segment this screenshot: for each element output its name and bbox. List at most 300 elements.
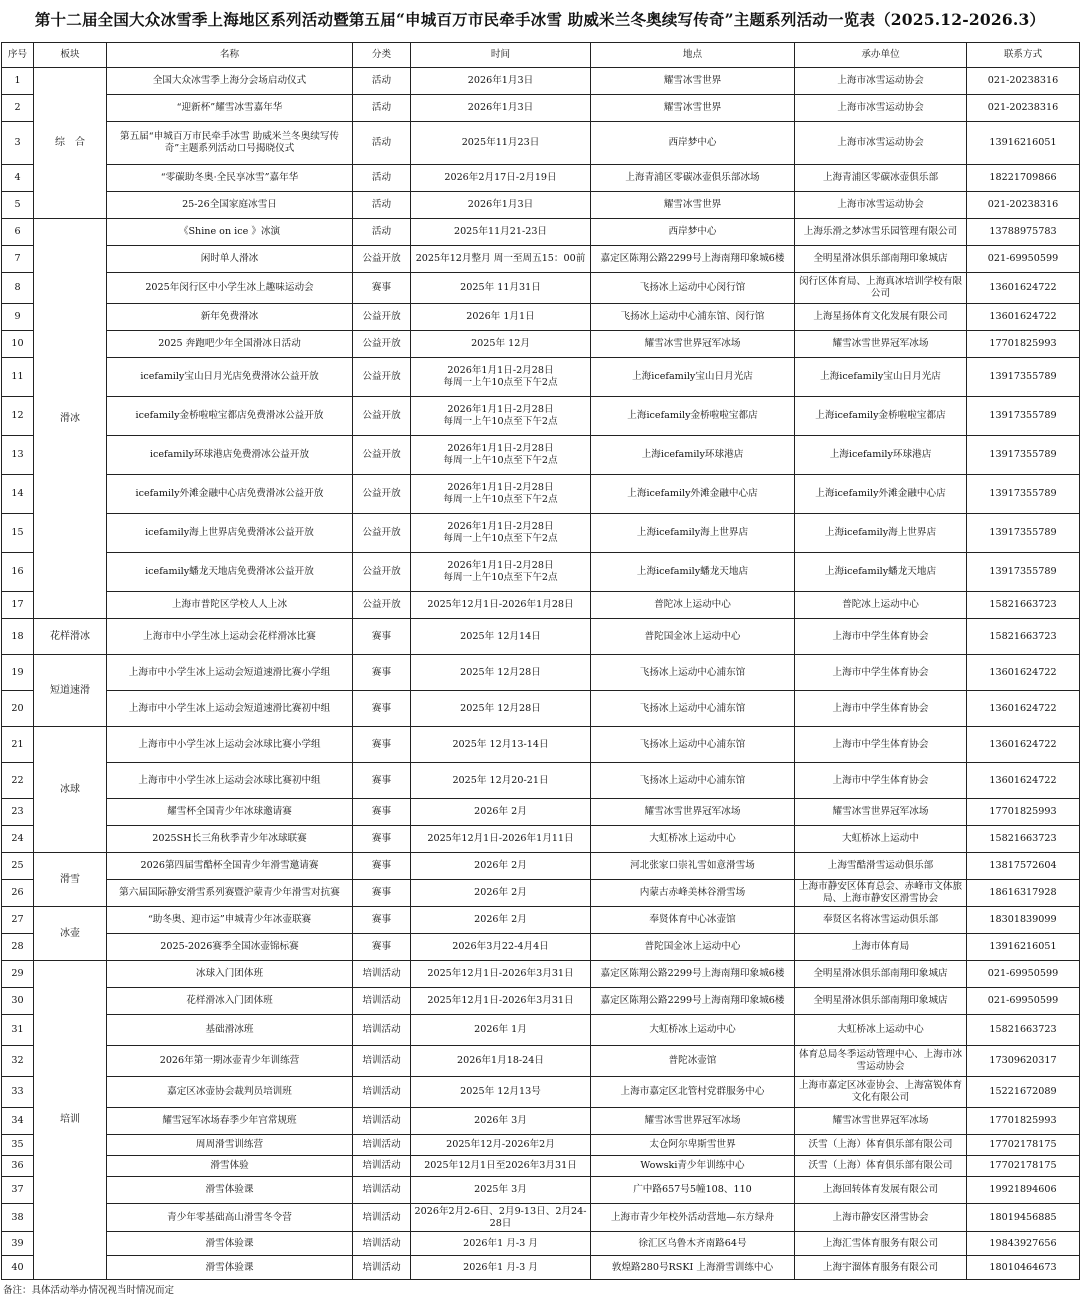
contact-cell: 13917355789 (967, 436, 1080, 475)
time-cell: 2026年1月1日-2月28日 每周一上午10点至下午2点 (411, 475, 591, 514)
location-cell: 上海市青少年校外活动营地—东方绿舟 (591, 1204, 795, 1232)
organizer-cell: 上海市嘉定区冰壶协会、上海富锐体育文化有限公司 (795, 1077, 967, 1108)
category-cell: 赛事 (353, 727, 411, 763)
organizer-cell: 上海icefamily宝山日月光店 (795, 358, 967, 397)
contact-cell: 13917355789 (967, 397, 1080, 436)
time-cell: 2025年12月1日-2026年1月11日 (411, 826, 591, 853)
time-cell: 2026年 2月 (411, 880, 591, 907)
location-cell: 飞扬冰上运动中心浦东馆、闵行馆 (591, 304, 795, 331)
contact-cell: 15221672089 (967, 1077, 1080, 1108)
organizer-cell: 闵行区体育局、上海真冰培训学校有限公司 (795, 273, 967, 304)
name-cell: icefamily金桥啦啦宝都店免费滑冰公益开放 (107, 397, 353, 436)
table-row (2, 475, 1080, 514)
category-cell: 赛事 (353, 691, 411, 727)
category-cell: 活动 (353, 122, 411, 165)
organizer-cell: 上海icefamily蟠龙天地店 (795, 553, 967, 592)
section-cell: 滑冰 (34, 219, 107, 619)
table-row (2, 1046, 1080, 1077)
time-cell: 2026年 2月 (411, 907, 591, 934)
row-number-cell: 6 (2, 219, 34, 246)
contact-cell: 15821663723 (967, 619, 1080, 655)
table-row (2, 122, 1080, 165)
header-cell: 序号 (2, 43, 34, 68)
time-cell: 2025年 12月13-14日 (411, 727, 591, 763)
name-cell: “零碳助冬奥·全民享冰雪”嘉年华 (107, 165, 353, 192)
row-number-cell: 14 (2, 475, 34, 514)
organizer-cell: 上海雪酷滑雪运动俱乐部 (795, 853, 967, 880)
category-cell: 活动 (353, 165, 411, 192)
section-cell: 培训 (34, 961, 107, 1280)
organizer-cell: 上海市静安区体育总会、赤峰市文体旅局、上海市静安区滑雪协会 (795, 880, 967, 907)
organizer-cell: 上海市中学生体育协会 (795, 655, 967, 691)
table-row (2, 246, 1080, 273)
row-number-cell: 10 (2, 331, 34, 358)
row-number-cell: 34 (2, 1108, 34, 1135)
organizer-cell: 上海乐滑之梦冰雪乐园管理有限公司 (795, 219, 967, 246)
contact-cell: 13601624722 (967, 304, 1080, 331)
name-cell: 滑雪体验 (107, 1156, 353, 1177)
table-row (2, 988, 1080, 1015)
row-number-cell: 4 (2, 165, 34, 192)
organizer-cell: 大虹桥冰上运动中 (795, 826, 967, 853)
organizer-cell: 上海回转体育发展有限公司 (795, 1177, 967, 1204)
organizer-cell: 上海星扬体育文化发展有限公司 (795, 304, 967, 331)
organizer-cell: 普陀冰上运动中心 (795, 592, 967, 619)
organizer-cell: 上海市体育局 (795, 934, 967, 961)
contact-cell: 13601624722 (967, 727, 1080, 763)
table-row (2, 619, 1080, 655)
table-row (2, 853, 1080, 880)
table-row (2, 1232, 1080, 1256)
time-cell: 2026年 2月 (411, 853, 591, 880)
organizer-cell: 上海市冰雪运动协会 (795, 68, 967, 95)
location-cell: 上海icefamily海上世界店 (591, 514, 795, 553)
time-cell: 2026年1月3日 (411, 68, 591, 95)
contact-cell: 13601624722 (967, 655, 1080, 691)
header-cell: 分类 (353, 43, 411, 68)
time-cell: 2026年1月1日-2月28日 每周一上午10点至下午2点 (411, 358, 591, 397)
name-cell: 嘉定区冰壶协会裁判员培训班 (107, 1077, 353, 1108)
organizer-cell: 上海市冰雪运动协会 (795, 192, 967, 219)
row-number-cell: 40 (2, 1256, 34, 1280)
category-cell: 公益开放 (353, 436, 411, 475)
time-cell: 2025年12月1日-2026年3月31日 (411, 961, 591, 988)
category-cell: 赛事 (353, 934, 411, 961)
location-cell: 飞扬冰上运动中心浦东馆 (591, 655, 795, 691)
category-cell: 赛事 (353, 655, 411, 691)
category-cell: 赛事 (353, 763, 411, 799)
category-cell: 培训活动 (353, 1156, 411, 1177)
contact-cell: 021-20238316 (967, 95, 1080, 122)
table-row (2, 763, 1080, 799)
row-number-cell: 36 (2, 1156, 34, 1177)
time-cell: 2026年 1月1日 (411, 304, 591, 331)
document-title: 第十二届全国大众冰雪季上海地区系列活动暨第五届“申城百万市民牵手冰雪 助威米兰冬奥续写传奇”主题系列活动一览表（2025.12-2026.3） (34, 10, 1046, 29)
contact-cell: 19921894606 (967, 1177, 1080, 1204)
location-cell: 飞扬冰上运动中心闵行馆 (591, 273, 795, 304)
name-cell: 基础滑冰班 (107, 1015, 353, 1046)
organizer-cell: 上海icefamily环球港店 (795, 436, 967, 475)
contact-cell: 13917355789 (967, 475, 1080, 514)
contact-cell: 18301839099 (967, 907, 1080, 934)
category-cell: 培训活动 (353, 1177, 411, 1204)
time-cell: 2026年 2月 (411, 799, 591, 826)
location-cell: 上海icefamily金桥啦啦宝都店 (591, 397, 795, 436)
contact-cell: 19843927656 (967, 1232, 1080, 1256)
table-row (2, 934, 1080, 961)
time-cell: 2025年12月整月 周一至周五15：00前 (411, 246, 591, 273)
name-cell: “助冬奥、迎市运”申城青少年冰壶联赛 (107, 907, 353, 934)
location-cell: 飞扬冰上运动中心浦东馆 (591, 763, 795, 799)
section-cell: 滑雪 (34, 853, 107, 907)
organizer-cell: 上海市中学生体育协会 (795, 619, 967, 655)
contact-cell: 18019456885 (967, 1204, 1080, 1232)
location-cell: 嘉定区陈翔公路2299号上海南翔印象城6楼 (591, 961, 795, 988)
category-cell: 公益开放 (353, 553, 411, 592)
time-cell: 2026年1月3日 (411, 192, 591, 219)
location-cell: 普陀国金冰上运动中心 (591, 934, 795, 961)
location-cell: 西岸梦中心 (591, 219, 795, 246)
category-cell: 赛事 (353, 799, 411, 826)
contact-cell: 13917355789 (967, 514, 1080, 553)
category-cell: 公益开放 (353, 397, 411, 436)
row-number-cell: 13 (2, 436, 34, 475)
time-cell: 2026年1 月-3 月 (411, 1232, 591, 1256)
table-row (2, 304, 1080, 331)
contact-cell: 13601624722 (967, 691, 1080, 727)
contact-cell: 13601624722 (967, 273, 1080, 304)
organizer-cell: 大虹桥冰上运动中心 (795, 1015, 967, 1046)
name-cell: 2025-2026赛季全国冰壶锦标赛 (107, 934, 353, 961)
contact-cell: 13916216051 (967, 934, 1080, 961)
location-cell: Wowski青少年训练中心 (591, 1156, 795, 1177)
contact-cell: 17702178175 (967, 1156, 1080, 1177)
location-cell: 上海青浦区零碳冰壶俱乐部冰场 (591, 165, 795, 192)
footnote: 备注：具体活动举办情况视当时情况而定 (3, 1285, 175, 1296)
name-cell: 耀雪杯全国青少年冰球邀请赛 (107, 799, 353, 826)
name-cell: 滑雪体验课 (107, 1177, 353, 1204)
category-cell: 活动 (353, 95, 411, 122)
organizer-cell: 上海汇雪体育服务有限公司 (795, 1232, 967, 1256)
name-cell: 全国大众冰雪季上海分会场启动仪式 (107, 68, 353, 95)
table-row (2, 273, 1080, 304)
row-number-cell: 26 (2, 880, 34, 907)
category-cell: 培训活动 (353, 1077, 411, 1108)
row-number-cell: 1 (2, 68, 34, 95)
table-row (2, 1177, 1080, 1204)
organizer-cell: 上海市中学生体育协会 (795, 691, 967, 727)
organizer-cell: 上海市中学生体育协会 (795, 763, 967, 799)
contact-cell: 13601624722 (967, 763, 1080, 799)
row-number-cell: 11 (2, 358, 34, 397)
time-cell: 2026年1月18-24日 (411, 1046, 591, 1077)
category-cell: 赛事 (353, 273, 411, 304)
organizer-cell: 上海青浦区零碳冰壶俱乐部 (795, 165, 967, 192)
name-cell: icefamily外滩金融中心店免费滑冰公益开放 (107, 475, 353, 514)
time-cell: 2025年12月1日-2026年3月31日 (411, 988, 591, 1015)
table-row (2, 1077, 1080, 1108)
name-cell: 2026第四届雪酷杯全国青少年滑雪邀请赛 (107, 853, 353, 880)
table-row (2, 1204, 1080, 1232)
name-cell: 《Shine on ice 》冰演 (107, 219, 353, 246)
category-cell: 公益开放 (353, 246, 411, 273)
row-number-cell: 39 (2, 1232, 34, 1256)
location-cell: 大虹桥冰上运动中心 (591, 1015, 795, 1046)
location-cell: 耀雪冰雪世界冠军冰场 (591, 1108, 795, 1135)
row-number-cell: 37 (2, 1177, 34, 1204)
table-row (2, 192, 1080, 219)
category-cell: 培训活动 (353, 1135, 411, 1156)
time-cell: 2026年1月1日-2月28日 每周一上午10点至下午2点 (411, 553, 591, 592)
table-row (2, 1156, 1080, 1177)
category-cell: 赛事 (353, 880, 411, 907)
header-cell: 板块 (34, 43, 107, 68)
header-cell: 地点 (591, 43, 795, 68)
contact-cell: 18010464673 (967, 1256, 1080, 1280)
organizer-cell: 上海市静安区滑雪协会 (795, 1204, 967, 1232)
table-row (2, 514, 1080, 553)
organizer-cell: 奉贤区名将冰雪运动俱乐部 (795, 907, 967, 934)
time-cell: 2026年1月1日-2月28日 每周一上午10点至下午2点 (411, 436, 591, 475)
location-cell: 普陀冰壶馆 (591, 1046, 795, 1077)
location-cell: 耀雪冰雪世界冠军冰场 (591, 799, 795, 826)
contact-cell: 18221709866 (967, 165, 1080, 192)
table-row (2, 1135, 1080, 1156)
contact-cell: 15821663723 (967, 826, 1080, 853)
table-row (2, 727, 1080, 763)
table-row (2, 907, 1080, 934)
table-row (2, 691, 1080, 727)
contact-cell: 13788975783 (967, 219, 1080, 246)
row-number-cell: 29 (2, 961, 34, 988)
row-number-cell: 5 (2, 192, 34, 219)
contact-cell: 17309620317 (967, 1046, 1080, 1077)
section-cell: 冰球 (34, 727, 107, 853)
section-cell: 综 合 (34, 68, 107, 219)
location-cell: 大虹桥冰上运动中心 (591, 826, 795, 853)
time-cell: 2026年3月22-4月4日 (411, 934, 591, 961)
category-cell: 培训活动 (353, 1232, 411, 1256)
name-cell: “迎新杯”耀雪冰雪嘉年华 (107, 95, 353, 122)
row-number-cell: 3 (2, 122, 34, 165)
organizer-cell: 沃雪（上海）体育俱乐部有限公司 (795, 1135, 967, 1156)
time-cell: 2025年 12月20-21日 (411, 763, 591, 799)
organizer-cell: 耀雪冰雪世界冠军冰场 (795, 1108, 967, 1135)
category-cell: 公益开放 (353, 304, 411, 331)
row-number-cell: 19 (2, 655, 34, 691)
contact-cell: 18616317928 (967, 880, 1080, 907)
contact-cell: 021-69950599 (967, 246, 1080, 273)
location-cell: 上海市嘉定区北管村党群服务中心 (591, 1077, 795, 1108)
row-number-cell: 28 (2, 934, 34, 961)
name-cell: 闲时单人滑冰 (107, 246, 353, 273)
name-cell: 上海市中小学生冰上运动会短道速滑比赛小学组 (107, 655, 353, 691)
name-cell: 2025 奔跑吧少年全国滑冰日活动 (107, 331, 353, 358)
row-number-cell: 35 (2, 1135, 34, 1156)
header-cell: 承办单位 (795, 43, 967, 68)
organizer-cell: 体育总局冬季运动管理中心、上海市冰雪运动协会 (795, 1046, 967, 1077)
organizer-cell: 耀雪冰雪世界冠军冰场 (795, 331, 967, 358)
table-row (2, 799, 1080, 826)
time-cell: 2026年1月1日-2月28日 每周一上午10点至下午2点 (411, 514, 591, 553)
organizer-cell: 沃雪（上海）体育俱乐部有限公司 (795, 1156, 967, 1177)
time-cell: 2025年 12月28日 (411, 691, 591, 727)
table-row (2, 331, 1080, 358)
time-cell: 2025年 12月14日 (411, 619, 591, 655)
location-cell: 嘉定区陈翔公路2299号上海南翔印象城6楼 (591, 988, 795, 1015)
name-cell: 第六届国际静安滑雪系列赛暨沪蒙青少年滑雪对抗赛 (107, 880, 353, 907)
location-cell: 耀雪冰雪世界 (591, 192, 795, 219)
time-cell: 2026年 3月 (411, 1108, 591, 1135)
category-cell: 培训活动 (353, 1108, 411, 1135)
table-row (2, 655, 1080, 691)
organizer-cell: 全明星滑冰俱乐部南翔印象城店 (795, 988, 967, 1015)
time-cell: 2026年2月17日-2月19日 (411, 165, 591, 192)
table-row (2, 165, 1080, 192)
name-cell: icefamily环球港店免费滑冰公益开放 (107, 436, 353, 475)
location-cell: 普陀冰上运动中心 (591, 592, 795, 619)
name-cell: 上海市中小学生冰上运动会冰球比赛小学组 (107, 727, 353, 763)
organizer-cell: 上海icefamily外滩金融中心店 (795, 475, 967, 514)
category-cell: 公益开放 (353, 514, 411, 553)
location-cell: 嘉定区陈翔公路2299号上海南翔印象城6楼 (591, 246, 795, 273)
contact-cell: 17701825993 (967, 331, 1080, 358)
row-number-cell: 25 (2, 853, 34, 880)
name-cell: 周周滑雪训练营 (107, 1135, 353, 1156)
section-cell: 花样滑冰 (34, 619, 107, 655)
table-row (2, 68, 1080, 95)
row-number-cell: 15 (2, 514, 34, 553)
time-cell: 2025年 12月13号 (411, 1077, 591, 1108)
organizer-cell: 上海icefamily海上世界店 (795, 514, 967, 553)
organizer-cell: 上海宇溜体育服务有限公司 (795, 1256, 967, 1280)
contact-cell: 17702178175 (967, 1135, 1080, 1156)
name-cell: 2026年第一期冰壶青少年训练营 (107, 1046, 353, 1077)
name-cell: icefamily宝山日月光店免费滑冰公益开放 (107, 358, 353, 397)
organizer-cell: 上海市冰雪运动协会 (795, 122, 967, 165)
contact-cell: 15821663723 (967, 592, 1080, 619)
contact-cell: 13817572604 (967, 853, 1080, 880)
row-number-cell: 12 (2, 397, 34, 436)
time-cell: 2025年 12月 (411, 331, 591, 358)
section-cell: 短道速滑 (34, 655, 107, 727)
row-number-cell: 22 (2, 763, 34, 799)
location-cell: 内蒙古赤峰美林谷滑雪场 (591, 880, 795, 907)
time-cell: 2025年 11月31日 (411, 273, 591, 304)
category-cell: 培训活动 (353, 1256, 411, 1280)
location-cell: 奉贤体育中心冰壶馆 (591, 907, 795, 934)
table-row (2, 358, 1080, 397)
contact-cell: 13917355789 (967, 553, 1080, 592)
time-cell: 2025年11月23日 (411, 122, 591, 165)
row-number-cell: 16 (2, 553, 34, 592)
table-row (2, 95, 1080, 122)
row-number-cell: 8 (2, 273, 34, 304)
contact-cell: 13917355789 (967, 358, 1080, 397)
name-cell: 上海市普陀区学校人人上冰 (107, 592, 353, 619)
name-cell: 上海市中小学生冰上运动会短道速滑比赛初中组 (107, 691, 353, 727)
location-cell: 上海icefamily环球港店 (591, 436, 795, 475)
row-number-cell: 33 (2, 1077, 34, 1108)
location-cell: 耀雪冰雪世界 (591, 68, 795, 95)
name-cell: 滑雪体验课 (107, 1256, 353, 1280)
category-cell: 培训活动 (353, 1204, 411, 1232)
row-number-cell: 24 (2, 826, 34, 853)
table-row (2, 880, 1080, 907)
name-cell: icefamily海上世界店免费滑冰公益开放 (107, 514, 353, 553)
name-cell: 花样滑冰入门团体班 (107, 988, 353, 1015)
row-number-cell: 17 (2, 592, 34, 619)
row-number-cell: 32 (2, 1046, 34, 1077)
location-cell: 敦煌路280号RSKI 上海滑雪训练中心 (591, 1256, 795, 1280)
row-number-cell: 7 (2, 246, 34, 273)
table-row (2, 397, 1080, 436)
table-row (2, 553, 1080, 592)
location-cell: 上海icefamily宝山日月光店 (591, 358, 795, 397)
contact-cell: 17701825993 (967, 799, 1080, 826)
category-cell: 活动 (353, 68, 411, 95)
row-number-cell: 31 (2, 1015, 34, 1046)
category-cell: 培训活动 (353, 988, 411, 1015)
table-row (2, 1256, 1080, 1280)
organizer-cell: 全明星滑冰俱乐部南翔印象城店 (795, 961, 967, 988)
location-cell: 飞扬冰上运动中心浦东馆 (591, 691, 795, 727)
time-cell: 2026年1 月-3 月 (411, 1256, 591, 1280)
contact-cell: 021-20238316 (967, 68, 1080, 95)
time-cell: 2025年12月-2026年2月 (411, 1135, 591, 1156)
name-cell: 25-26全国家庭冰雪日 (107, 192, 353, 219)
name-cell: 新年免费滑冰 (107, 304, 353, 331)
name-cell: 冰球入门团体班 (107, 961, 353, 988)
name-cell: 第五届“申城百万市民牵手冰雪 助威米兰冬奥续写传奇”主题系列活动口号揭晓仪式 (107, 122, 353, 165)
category-cell: 活动 (353, 192, 411, 219)
row-number-cell: 9 (2, 304, 34, 331)
location-cell: 上海icefamily蟠龙天地店 (591, 553, 795, 592)
contact-cell: 15821663723 (967, 1015, 1080, 1046)
category-cell: 公益开放 (353, 592, 411, 619)
time-cell: 2026年2月2-6日、2月9-13日、2月24-28日 (411, 1204, 591, 1232)
table-row (2, 1015, 1080, 1046)
activity-table (1, 42, 1080, 1280)
location-cell: 河北张家口崇礼雪如意滑雪场 (591, 853, 795, 880)
table-row (2, 436, 1080, 475)
category-cell: 公益开放 (353, 331, 411, 358)
table-row (2, 826, 1080, 853)
location-cell: 飞扬冰上运动中心浦东馆 (591, 727, 795, 763)
name-cell: 上海市中小学生冰上运动会花样滑冰比赛 (107, 619, 353, 655)
category-cell: 赛事 (353, 826, 411, 853)
time-cell: 2025年12月1日至2026年3月31日 (411, 1156, 591, 1177)
contact-cell: 021-69950599 (967, 988, 1080, 1015)
contact-cell: 13916216051 (967, 122, 1080, 165)
row-number-cell: 30 (2, 988, 34, 1015)
row-number-cell: 27 (2, 907, 34, 934)
header-cell: 联系方式 (967, 43, 1080, 68)
row-number-cell: 20 (2, 691, 34, 727)
category-cell: 培训活动 (353, 1015, 411, 1046)
time-cell: 2025年 3月 (411, 1177, 591, 1204)
time-cell: 2026年 1月 (411, 1015, 591, 1046)
contact-cell: 021-20238316 (967, 192, 1080, 219)
time-cell: 2025年 12月28日 (411, 655, 591, 691)
time-cell: 2025年12月1日-2026年1月28日 (411, 592, 591, 619)
organizer-cell: 上海市冰雪运动协会 (795, 95, 967, 122)
time-cell: 2026年1月1日-2月28日 每周一上午10点至下午2点 (411, 397, 591, 436)
name-cell: 2025SH长三角秋季青少年冰球联赛 (107, 826, 353, 853)
contact-cell: 17701825993 (967, 1108, 1080, 1135)
organizer-cell: 上海市中学生体育协会 (795, 727, 967, 763)
contact-cell: 021-69950599 (967, 961, 1080, 988)
